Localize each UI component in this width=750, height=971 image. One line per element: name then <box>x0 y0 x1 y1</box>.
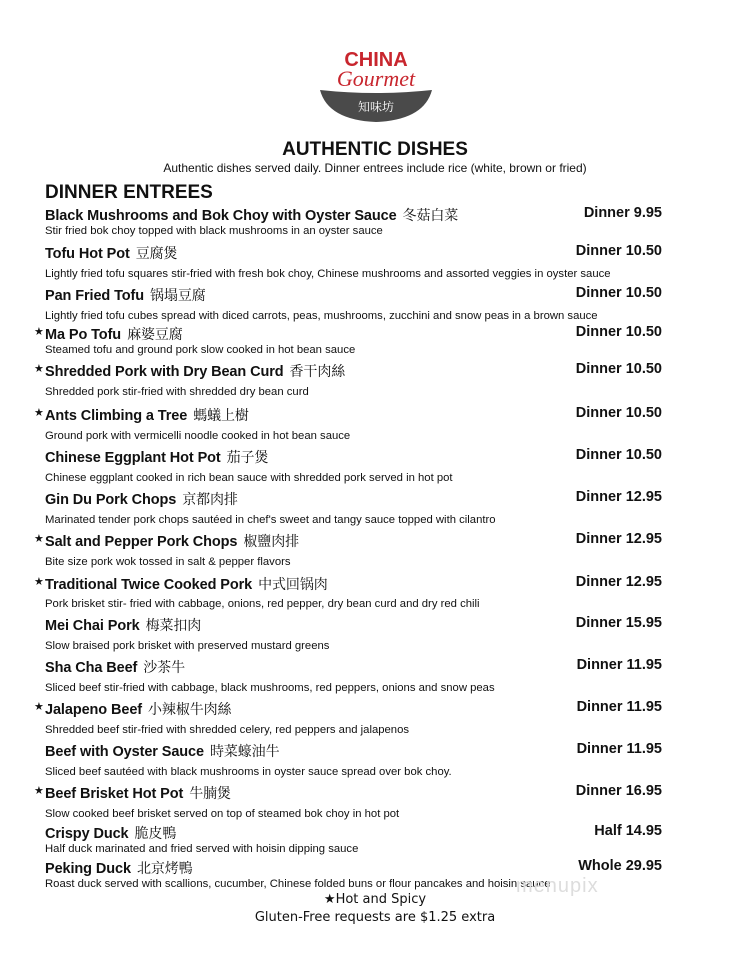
menu-item <box>34 783 662 820</box>
menu-item <box>34 574 662 610</box>
item-price: Dinner 11.95 <box>576 699 662 715</box>
menu-item <box>34 405 662 442</box>
item-name: Sha Cha Beef <box>45 660 138 676</box>
item-name: Pan Fried Tofu <box>45 288 145 304</box>
item-chinese-name: 冬菇白菜 <box>402 207 459 223</box>
watermark: menupix <box>516 875 599 897</box>
item-chinese-name: 脆皮鴨 <box>134 825 177 841</box>
svg-text:Gourmet: Gourmet <box>336 66 416 91</box>
gluten-free-note: Gluten-Free requests are $1.25 extra <box>254 910 496 925</box>
item-price: Dinner 10.50 <box>575 243 662 259</box>
item-name: Crispy Duck <box>45 826 129 842</box>
menu-item <box>45 205 662 237</box>
item-price: Dinner 12.95 <box>575 574 662 590</box>
item-chinese-name: 北京烤鴨 <box>136 860 193 876</box>
item-price: Dinner 10.50 <box>575 285 662 301</box>
item-price: Dinner 11.95 <box>576 657 662 673</box>
spicy-star-icon: ★ <box>34 785 44 797</box>
item-chinese-name: 螞蟻上樹 <box>193 407 249 423</box>
spicy-star-icon: ★ <box>34 701 44 713</box>
item-description: Pork brisket stir- fried with cabbage, onions, red pepper, dry bean curd and dry red chili <box>45 598 480 610</box>
item-name: Shredded Pork with Dry Bean Curd <box>45 364 284 380</box>
menu-item <box>34 324 662 356</box>
menu-item <box>34 699 662 736</box>
item-description: Lightly fried tofu squares stir-fried with fresh bok choy, Chinese mushrooms and assorted veggies in oyster sauce <box>45 268 611 280</box>
item-name: Jalapeno Beef <box>45 702 143 718</box>
spicy-star-icon: ★ <box>34 576 44 588</box>
item-description: Sliced beef sautéed with black mushrooms in oyster sauce spread over bok choy. <box>45 766 452 778</box>
item-name: Beef with Oyster Sauce <box>45 744 204 760</box>
menu-item <box>45 243 662 280</box>
menu-item <box>45 615 662 652</box>
item-chinese-name: 梅菜扣肉 <box>145 617 202 633</box>
item-description: Shredded pork stir-fried with shredded dry bean curd <box>45 386 309 398</box>
item-price: Dinner 16.95 <box>575 783 662 799</box>
item-price: Dinner 12.95 <box>575 489 662 505</box>
item-description: Steamed tofu and ground pork slow cooked in hot bean sauce <box>45 344 356 356</box>
spicy-star-icon: ★ <box>34 326 44 338</box>
item-name: Peking Duck <box>45 861 131 877</box>
item-chinese-name: 時菜蠔油牛 <box>209 743 280 759</box>
item-chinese-name: 锅塌豆腐 <box>150 287 206 303</box>
item-description: Roast duck served with scallions, cucumber, Chinese folded buns or flour pancakes and hoisin sauce <box>45 878 551 890</box>
item-price: Half 14.95 <box>594 823 662 839</box>
item-price: Dinner 15.95 <box>575 615 662 631</box>
china-gourmet-logo <box>312 44 440 126</box>
item-description: Bite size pork wok tossed in salt & pepper flavors <box>45 556 291 568</box>
item-chinese-name: 香干肉絲 <box>289 363 346 379</box>
item-price: Dinner 10.50 <box>575 405 662 421</box>
menu-item <box>45 741 662 778</box>
item-name: Black Mushrooms and Bok Choy with Oyster Sauce <box>45 208 397 224</box>
menu-item <box>45 447 662 484</box>
item-name: Ma Po Tofu <box>45 327 122 343</box>
menu-item <box>45 285 662 322</box>
item-price: Dinner 10.50 <box>575 447 662 463</box>
menu-item <box>34 531 662 568</box>
svg-text:CHINA: CHINA <box>344 49 408 71</box>
spicy-star-icon: ★ <box>34 533 44 545</box>
spicy-star-icon: ★ <box>34 407 44 419</box>
item-description: Slow cooked beef brisket served on top of steamed bok choy in hot pot <box>45 808 400 820</box>
item-name: Traditional Twice Cooked Pork <box>45 577 253 593</box>
item-chinese-name: 茄子煲 <box>226 449 269 465</box>
spicy-legend: ★Hot and Spicy <box>323 892 427 907</box>
item-chinese-name: 中式回锅肉 <box>258 576 328 592</box>
item-description: Chinese eggplant cooked in rich bean sauce with shredded pork served in hot pot <box>45 472 453 484</box>
item-name: Chinese Eggplant Hot Pot <box>45 450 221 466</box>
section-title: DINNER ENTREES <box>45 182 213 203</box>
star-icon: ★ <box>323 892 336 907</box>
menu-item <box>34 361 662 398</box>
item-chinese-name: 小辣椒牛肉絲 <box>148 701 232 717</box>
item-chinese-name: 牛腩煲 <box>189 785 231 801</box>
menu-item <box>45 823 662 855</box>
svg-text:知味坊: 知味坊 <box>357 100 395 114</box>
page-subtitle: Authentic dishes served daily. Dinner entrees include rice (white, brown or fried) <box>163 161 587 175</box>
item-description: Half duck marinated and fried served with hoisin dipping sauce <box>45 843 359 855</box>
item-chinese-name: 椒鹽肉排 <box>243 533 299 549</box>
page-title: AUTHENTIC DISHES <box>282 139 468 160</box>
item-description: Shredded beef stir-fried with shredded celery, red peppers and jalapenos <box>45 724 410 736</box>
item-price: Whole 29.95 <box>578 858 662 874</box>
menu-item <box>45 489 662 526</box>
item-price: Dinner 11.95 <box>576 741 662 757</box>
item-price: Dinner 10.50 <box>575 324 662 340</box>
item-description: Ground pork with vermicelli noodle cooked in hot bean sauce <box>45 430 351 442</box>
item-description: Sliced beef stir-fried with cabbage, black mushrooms, red peppers, onions and snow peas <box>45 682 495 694</box>
item-description: Lightly fried tofu cubes spread with diced carrots, peas, mushrooms, zucchini and snow peas in a brown sauce <box>45 310 598 322</box>
item-name: Salt and Pepper Pork Chops <box>45 534 238 550</box>
item-price: Dinner 12.95 <box>575 531 662 547</box>
item-name: Mei Chai Pork <box>45 618 140 634</box>
item-description: Stir fried bok choy topped with black mushrooms in an oyster sauce <box>45 225 383 237</box>
item-chinese-name: 豆腐煲 <box>135 245 178 261</box>
item-price: Dinner 9.95 <box>583 205 662 221</box>
item-chinese-name: 京都肉排 <box>182 491 238 507</box>
item-name: Gin Du Pork Chops <box>45 492 177 508</box>
item-description: Slow braised pork brisket with preserved mustard greens <box>45 640 330 652</box>
item-chinese-name: 麻婆豆腐 <box>127 326 183 342</box>
item-chinese-name: 沙茶牛 <box>143 659 185 675</box>
spicy-star-icon: ★ <box>34 363 44 375</box>
item-name: Beef Brisket Hot Pot <box>45 786 184 802</box>
item-price: Dinner 10.50 <box>575 361 662 377</box>
item-name: Ants Climbing a Tree <box>45 408 188 424</box>
menu-item <box>45 657 662 694</box>
item-description: Marinated tender pork chops sautéed in chef's sweet and tangy sauce topped with cilantro <box>45 514 496 526</box>
item-name: Tofu Hot Pot <box>45 246 130 262</box>
